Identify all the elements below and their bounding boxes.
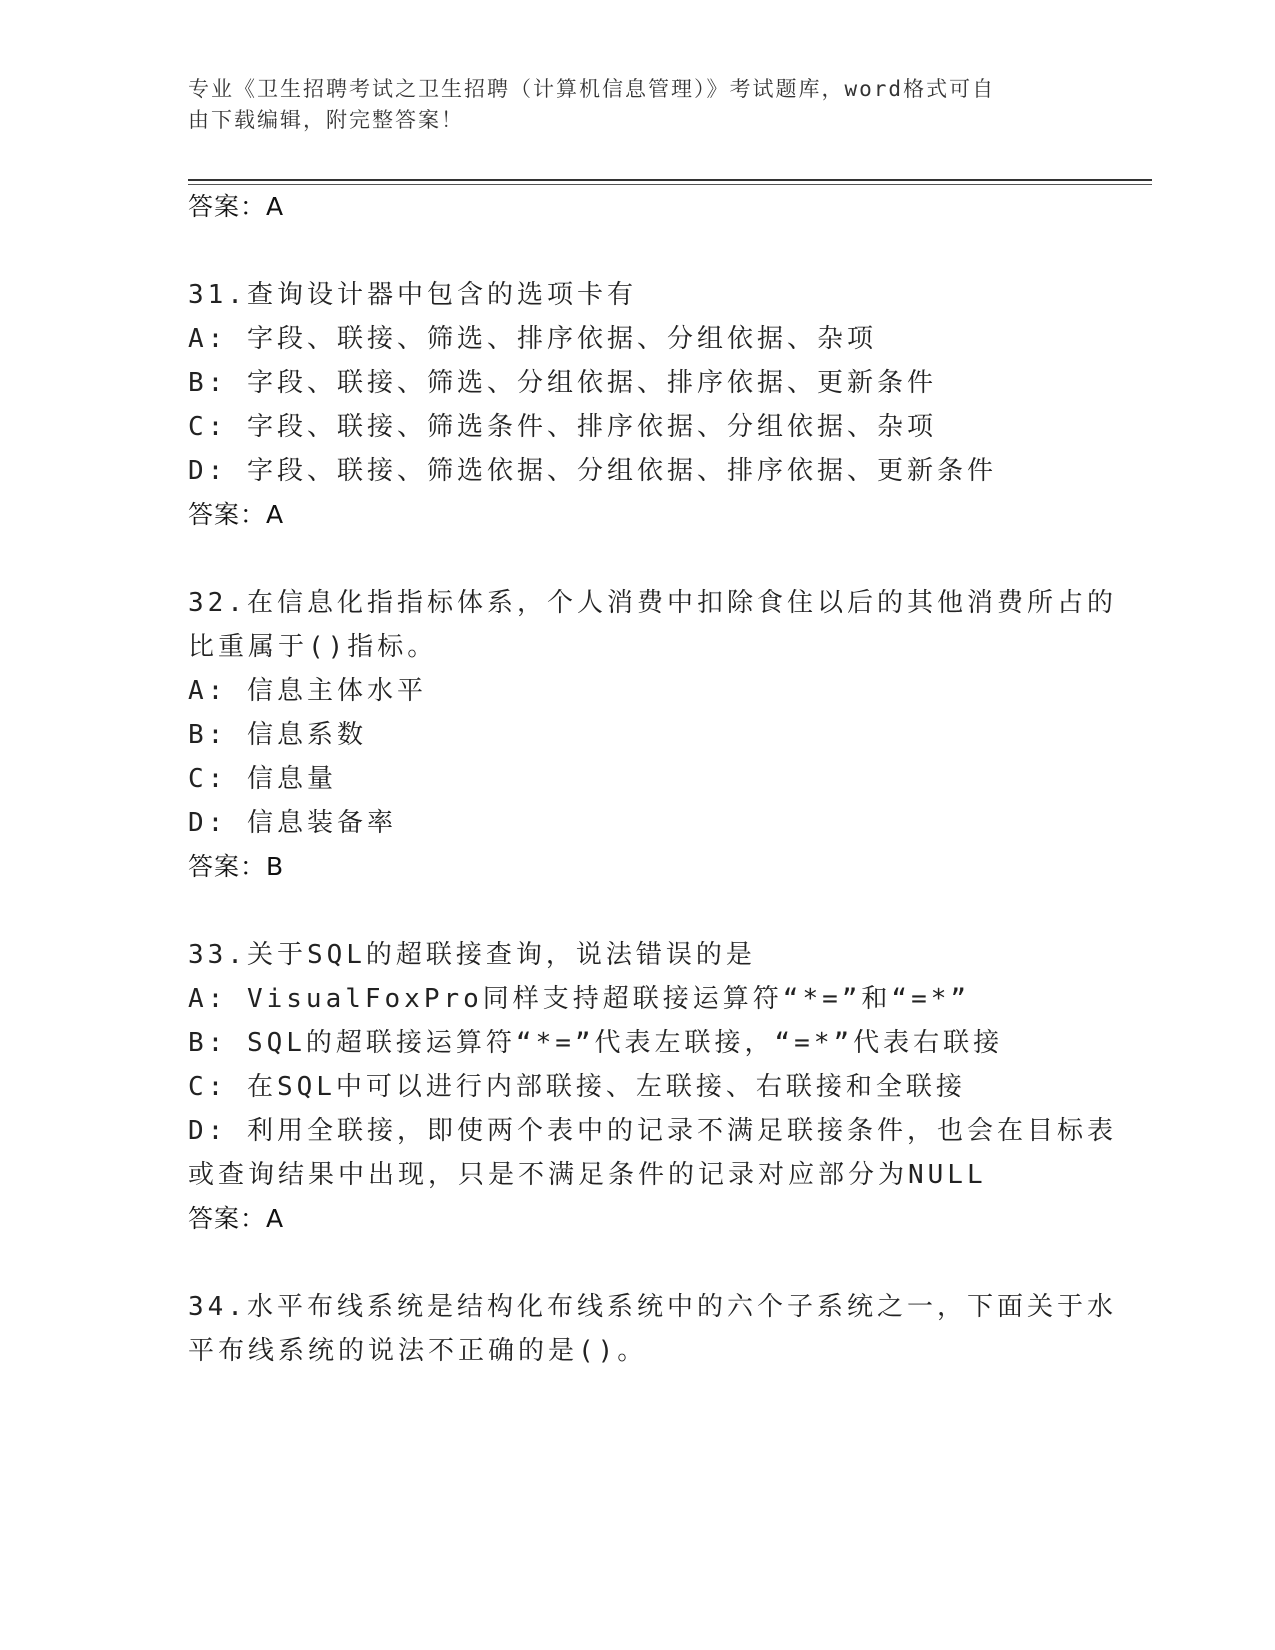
question-31-stem: 31.查询设计器中包含的选项卡有 <box>188 280 637 310</box>
question-33-option-d-line-2: 或查询结果中出现，只是不满足条件的记录对应部分为NULL <box>188 1160 987 1190</box>
question-33-option-b: B: SQL的超联接运算符“*=”代表左联接，“=*”代表右联接 <box>188 1028 1004 1058</box>
question-32-stem-line-2: 比重属于()指标。 <box>188 632 438 662</box>
previous-answer: 答案：A <box>188 192 285 221</box>
question-31-answer: 答案：A <box>188 500 285 529</box>
question-31-option-c: C: 字段、联接、筛选条件、排序依据、分组依据、杂项 <box>188 412 937 442</box>
question-33-stem: 33.关于SQL的超联接查询，说法错误的是 <box>188 940 756 970</box>
question-32-option-b: B: 信息系数 <box>188 720 367 750</box>
header-divider-thin <box>188 184 1152 185</box>
question-31-option-b: B: 字段、联接、筛选、分组依据、排序依据、更新条件 <box>188 368 937 398</box>
question-32-option-a: A: 信息主体水平 <box>188 676 427 706</box>
question-31-option-d: D: 字段、联接、筛选依据、分组依据、排序依据、更新条件 <box>188 456 997 486</box>
header-line-1: 专业《卫生招聘考试之卫生招聘（计算机信息管理）》考试题库，word格式可自 <box>188 77 996 101</box>
question-33-answer: 答案：A <box>188 1204 285 1233</box>
question-31-option-a: A: 字段、联接、筛选、排序依据、分组依据、杂项 <box>188 324 877 354</box>
document-header <box>188 74 1068 136</box>
header-line-2: 由下载编辑，附完整答案！ <box>188 108 464 132</box>
question-33-option-a: A: VisualFoxPro同样支持超联接运算符“*=”和“=*” <box>188 984 971 1014</box>
question-33-option-d-line-1: D: 利用全联接，即使两个表中的记录不满足联接条件，也会在目标表 <box>188 1116 1117 1146</box>
question-32-option-d: D: 信息装备率 <box>188 808 397 838</box>
question-34-stem-line-2: 平布线系统的说法不正确的是()。 <box>188 1336 648 1366</box>
question-32-stem-line-1: 32.在信息化指指标体系，个人消费中扣除食住以后的其他消费所占的 <box>188 588 1117 618</box>
question-34-stem-line-1: 34.水平布线系统是结构化布线系统中的六个子系统之一，下面关于水 <box>188 1292 1117 1322</box>
question-32-answer: 答案：B <box>188 852 285 881</box>
question-33-option-c: C: 在SQL中可以进行内部联接、左联接、右联接和全联接 <box>188 1072 966 1102</box>
header-divider-thick <box>188 179 1152 181</box>
question-32-option-c: C: 信息量 <box>188 764 337 794</box>
